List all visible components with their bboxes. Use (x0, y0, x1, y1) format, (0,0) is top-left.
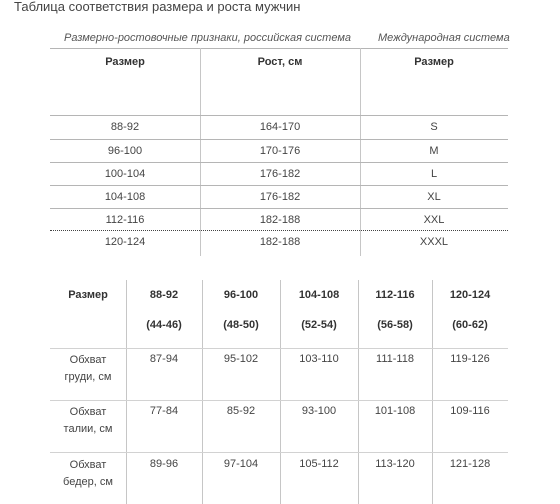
col-russian-size: (56-58) (377, 319, 413, 331)
cell-height: 170-176 (259, 145, 301, 157)
row-label-line: Обхват (69, 459, 107, 471)
col-size: 104-108 (298, 289, 340, 301)
cell-waist: 85-92 (226, 405, 256, 417)
cell-hips: 121-128 (449, 458, 491, 470)
header-height: Рост, см (257, 56, 303, 68)
row-label-line: бедер, см (63, 476, 113, 488)
column-divider (358, 280, 359, 504)
cell-intl-size: S (430, 121, 438, 133)
cell-size: 100-104 (104, 168, 146, 180)
cell-intl-size: XL (427, 191, 441, 203)
table-divider (50, 452, 508, 453)
cell-height: 176-182 (259, 168, 301, 180)
cell-waist: 93-100 (301, 405, 337, 417)
row-header-size: Размер (68, 289, 108, 301)
col-russian-size: (60-62) (452, 319, 488, 331)
table-divider (50, 400, 508, 401)
table-row (50, 186, 508, 208)
cell-chest: 95-102 (223, 353, 259, 365)
row-label-hips (50, 457, 126, 491)
body-measurements-table (50, 280, 508, 504)
cell-height: 182-188 (259, 236, 301, 248)
col-size: 112-116 (375, 289, 415, 301)
table-row (50, 231, 508, 253)
cell-size: 112-116 (105, 214, 145, 226)
cell-intl-size: L (430, 168, 438, 180)
col-russian-size: (44-46) (146, 319, 182, 331)
table-divider (50, 48, 508, 49)
cell-intl-size: XXL (423, 214, 445, 226)
row-label-line: груди, см (64, 371, 112, 383)
row-label-line: талии, см (63, 423, 113, 435)
cell-waist: 109-116 (450, 405, 490, 417)
cell-chest: 87-94 (149, 353, 179, 365)
size-height-table (50, 28, 508, 258)
page-title: Таблица соответствия размера и роста мужчин (14, 0, 301, 14)
cell-height: 164-170 (259, 121, 301, 133)
header-size: Размер (105, 56, 145, 68)
row-label-waist (50, 404, 126, 438)
cell-hips: 105-112 (299, 458, 339, 470)
cell-chest: 119-126 (450, 353, 490, 365)
cell-size: 88-92 (110, 121, 140, 133)
cell-height: 182-188 (259, 214, 301, 226)
col-size: 96-100 (223, 289, 259, 301)
cell-height: 176-182 (259, 191, 301, 203)
cell-hips: 97-104 (223, 458, 259, 470)
column-divider (280, 280, 281, 504)
table-row (50, 209, 508, 231)
table-row (50, 116, 508, 138)
cell-intl-size: XXXL (419, 236, 449, 248)
col-size: 88-92 (149, 289, 179, 301)
caption-russian-system: Размерно-ростовочные признаки, российская система (64, 32, 351, 44)
column-divider (432, 280, 433, 504)
cell-size: 104-108 (104, 191, 146, 203)
cell-waist: 77-84 (149, 405, 179, 417)
row-label-line: Обхват (69, 354, 107, 366)
cell-hips: 89-96 (149, 458, 179, 470)
col-russian-size: (48-50) (223, 319, 259, 331)
caption-international-system: Международная система (378, 32, 510, 44)
table-divider (50, 348, 508, 349)
row-label-line: Обхват (69, 406, 107, 418)
cell-chest: 111-118 (376, 353, 414, 365)
col-size: 120-124 (449, 289, 491, 301)
cell-waist: 101-108 (374, 405, 416, 417)
column-divider (202, 280, 203, 504)
table-row (50, 140, 508, 162)
cell-hips: 113-120 (375, 458, 415, 470)
cell-size: 96-100 (107, 145, 143, 157)
row-label-chest (50, 352, 126, 386)
table-row (50, 163, 508, 185)
col-russian-size: (52-54) (301, 319, 337, 331)
column-divider (126, 280, 127, 504)
header-intl-size: Размер (414, 56, 454, 68)
cell-size: 120-124 (104, 236, 146, 248)
cell-intl-size: M (429, 145, 439, 157)
cell-chest: 103-110 (299, 353, 339, 365)
